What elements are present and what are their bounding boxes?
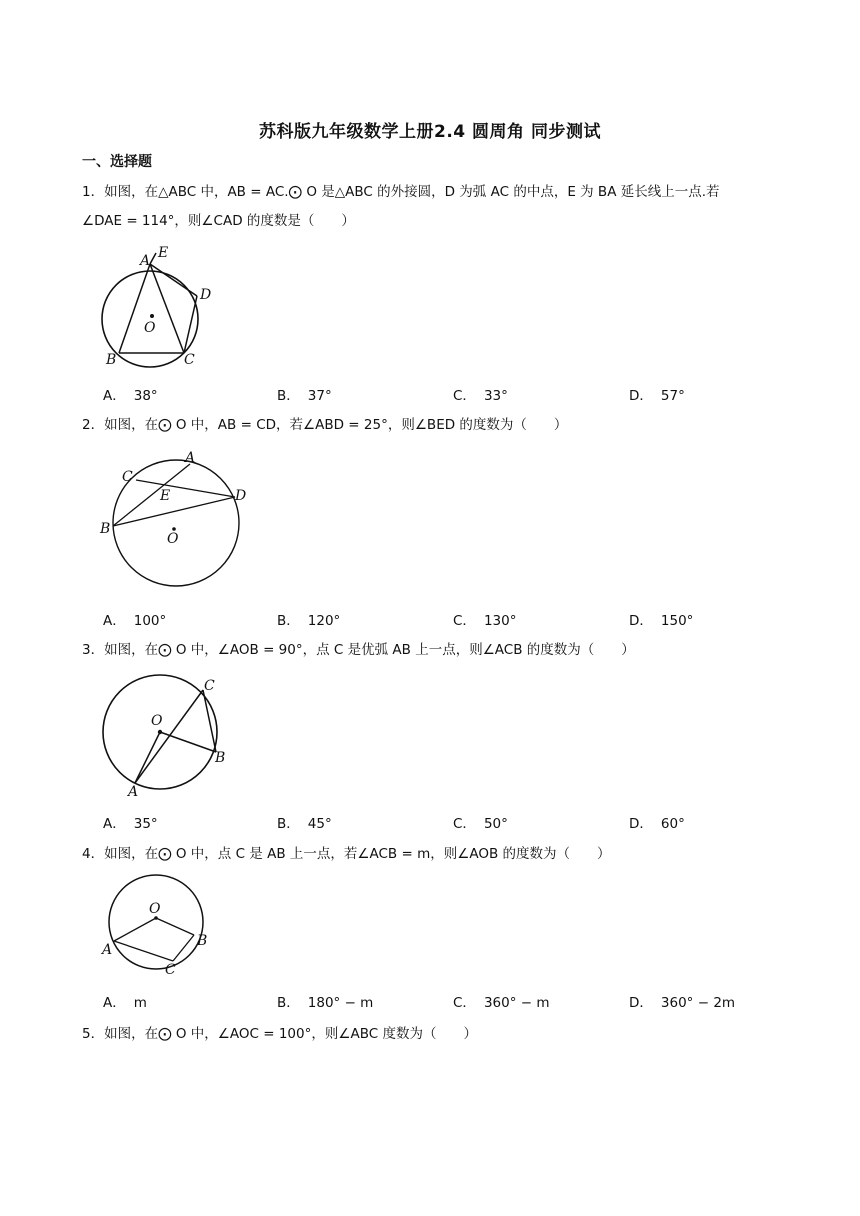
question-3-line-1: 3．如图，在⨀ O 中，∠AOB = 90°，点 C 是优弧 AB 上一点，则∠ACB 的度数为（ ）	[82, 642, 635, 658]
section-heading: 一、选择题	[82, 154, 152, 170]
question-3-option-a: A． 35°	[103, 816, 158, 832]
fig1-label-b: B	[106, 352, 117, 368]
fig4-label-o: O	[149, 901, 161, 917]
fig1-label-c: C	[184, 352, 195, 368]
question-1-option-b: B． 37°	[277, 388, 332, 404]
question-4-figure	[97, 872, 217, 980]
question-4-option-b: B． 180° − m	[277, 995, 374, 1011]
question-1-line-2: ∠DAE = 114°，则∠CAD 的度数是（ ）	[82, 213, 355, 229]
fig3-label-b: B	[215, 750, 226, 766]
question-4-option-a: A． m	[103, 995, 147, 1011]
question-2-option-b: B． 120°	[277, 613, 341, 629]
fig3-label-c: C	[204, 678, 215, 694]
question-2-figure	[97, 447, 257, 593]
fig4-label-a: A	[102, 942, 113, 958]
fig1-label-o: O	[144, 320, 156, 336]
fig2-label-d: D	[235, 488, 247, 504]
question-4-option-d: D． 360° − 2m	[629, 995, 736, 1011]
question-3-option-b: B． 45°	[277, 816, 332, 832]
question-2-option-d: D． 150°	[629, 613, 694, 629]
question-2-option-a: A． 100°	[103, 613, 167, 629]
question-1-option-a: A． 38°	[103, 388, 158, 404]
fig3-label-o: O	[151, 713, 163, 729]
question-3-option-d: D． 60°	[629, 816, 685, 832]
fig3-label-a: A	[128, 784, 139, 800]
question-1-line-1: 1．如图，在△ABC 中，AB = AC.⨀ O 是△ABC 的外接圆，D 为弧 AC 的中点，E 为 BA 延长线上一点.若	[82, 184, 720, 200]
fig1-label-a: A	[140, 253, 151, 269]
fig4-label-c: C	[165, 962, 176, 978]
question-2-option-c: C． 130°	[453, 613, 517, 629]
worksheet-title: 苏科版九年级数学上册2.4 圆周角 同步测试	[259, 122, 601, 142]
question-1-option-c: C． 33°	[453, 388, 508, 404]
question-5-line-1: 5．如图，在⨀ O 中，∠AOC = 100°，则∠ABC 度数为（ ）	[82, 1026, 477, 1042]
fig1-label-d: D	[200, 287, 212, 303]
fig1-label-e: E	[158, 245, 169, 261]
question-2-line-1: 2．如图，在⨀ O 中，AB = CD，若∠ABD = 25°，则∠BED 的度数为（ ）	[82, 417, 568, 433]
fig2-label-o: O	[167, 531, 179, 547]
question-4-line-1: 4．如图，在⨀ O 中，点 C 是 AB 上一点，若∠ACB = m，则∠AOB 的度数为（ ）	[82, 846, 611, 862]
question-1-figure	[95, 243, 210, 369]
question-3-option-c: C． 50°	[453, 816, 508, 832]
fig2-label-e: E	[160, 488, 171, 504]
question-1-option-d: D． 57°	[629, 388, 685, 404]
fig4-label-b: B	[197, 933, 208, 949]
fig2-label-a: A	[185, 450, 196, 466]
question-3-figure	[95, 672, 235, 802]
fig2-label-c: C	[122, 469, 133, 485]
fig2-label-b: B	[100, 521, 111, 537]
question-4-option-c: C． 360° − m	[453, 995, 550, 1011]
